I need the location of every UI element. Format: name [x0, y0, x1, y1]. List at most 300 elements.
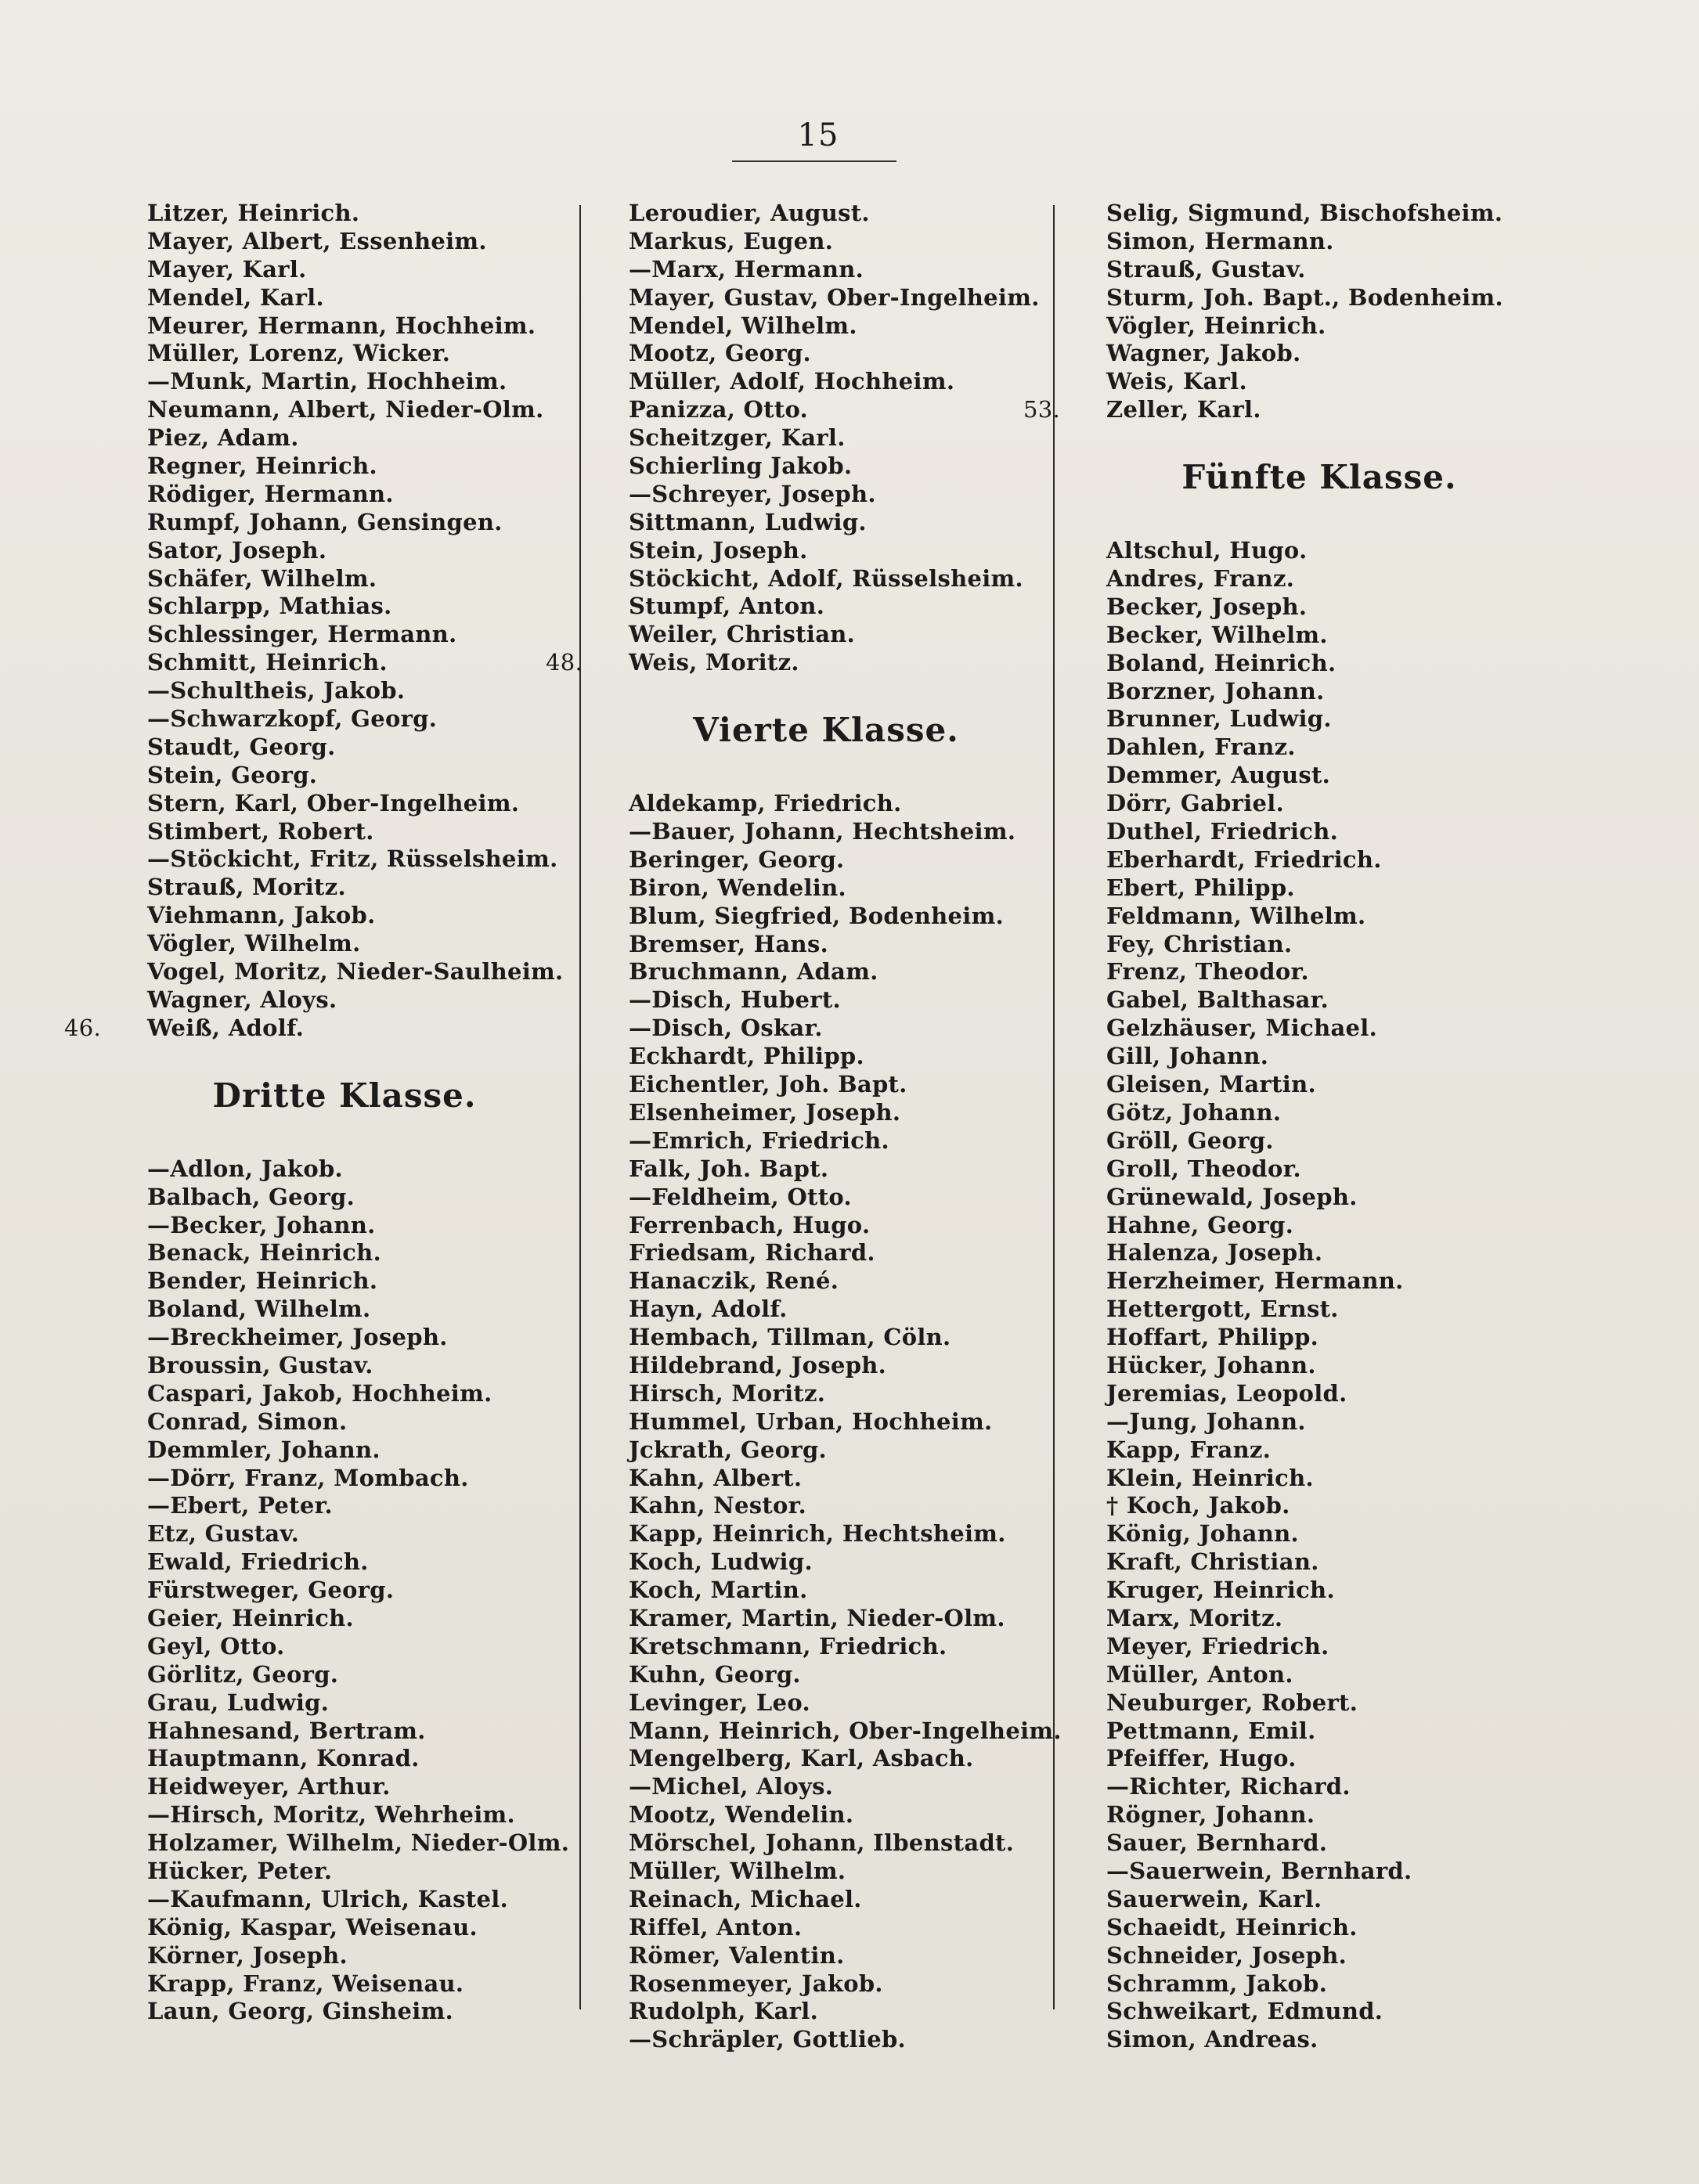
entry-name: Körner, Joseph. — [147, 1941, 348, 1969]
entry-name: Andres, Franz. — [1106, 565, 1295, 593]
column-3 — [1023, 200, 1554, 2054]
entry-name: —Hirsch, Moritz, Wehrheim. — [147, 1801, 515, 1829]
list-item — [607, 1745, 1045, 1773]
entry-name: Pettmann, Emil. — [1106, 1717, 1316, 1744]
list-item — [1084, 622, 1554, 650]
list-item — [1084, 340, 1554, 368]
list-item — [607, 1324, 1045, 1352]
list-item — [1084, 1520, 1554, 1548]
entry-name: Bender, Heinrich. — [147, 1267, 378, 1295]
list-item — [1084, 903, 1554, 931]
entry-name: Pfeiffer, Hugo. — [1106, 1745, 1297, 1772]
entry-name: Grünewald, Joseph. — [1106, 1183, 1358, 1210]
entry-name: Staudt, Georg. — [147, 733, 336, 760]
entry-name: Stein, Georg. — [147, 761, 318, 788]
entry-name: Etz, Gustav. — [147, 1520, 300, 1548]
entry-name: Litzer, Heinrich. — [147, 200, 360, 226]
list-item — [607, 1015, 1045, 1043]
entry-name: Schramm, Jakob. — [1106, 1970, 1328, 1997]
list-item — [125, 396, 564, 424]
list-item — [125, 1548, 564, 1577]
entry-name: Weis, Moritz. — [629, 649, 799, 676]
list-item — [125, 1829, 570, 1858]
list-item — [607, 424, 1045, 452]
list-item — [607, 1071, 1045, 1099]
entry-name: Kuhn, Georg. — [629, 1660, 801, 1688]
entry-name: Weiß, Adolf. — [147, 1014, 305, 1041]
entry-name: —Schräpler, Gottlieb. — [629, 2026, 906, 2053]
entry-name: Mendel, Karl. — [147, 283, 324, 311]
entry-name: Laun, Georg, Ginsheim. — [147, 1998, 453, 2025]
list-item — [125, 705, 564, 733]
list-item — [1084, 1492, 1554, 1520]
list-item — [1084, 1267, 1554, 1296]
entry-name: Herzheimer, Hermann. — [1106, 1267, 1404, 1295]
list-item — [64, 1014, 564, 1043]
entry-name: Schweikart, Edmund. — [1106, 1998, 1383, 2025]
entry-name: Koch, Martin. — [629, 1577, 808, 1604]
list-item — [125, 874, 564, 902]
entry-name: Fey, Christian. — [1106, 930, 1293, 957]
entry-name: Stern, Karl, Ober-Ingelheim. — [147, 789, 520, 816]
list-item — [607, 593, 1045, 621]
list-item — [607, 1717, 1062, 1746]
list-item — [1084, 1914, 1554, 1942]
list-item — [125, 1801, 564, 1829]
entry-name: Eichentler, Joh. Bapt. — [629, 1071, 907, 1098]
name-list — [64, 200, 564, 1043]
column-divider — [579, 205, 581, 2009]
entry-name: Hauptmann, Konrad. — [147, 1745, 420, 1772]
entry-name: Marx, Moritz. — [1106, 1604, 1283, 1631]
list-item — [1084, 368, 1554, 396]
entry-name: —Richter, Richard. — [1106, 1773, 1351, 1800]
entry-name: Krapp, Franz, Weisenau. — [147, 1970, 464, 1997]
entry-name: Frenz, Theodor. — [1106, 958, 1309, 986]
list-item — [1084, 1296, 1554, 1324]
list-item — [125, 1520, 564, 1548]
entry-name: Ferrenbach, Hugo. — [629, 1211, 871, 1238]
entry-name: Rudolph, Karl. — [629, 1998, 818, 2025]
name-list — [1023, 200, 1554, 424]
list-item — [607, 1548, 1045, 1577]
list-item — [125, 1465, 564, 1493]
list-item — [607, 958, 1045, 986]
list-item — [607, 1436, 1045, 1465]
entry-name: Mayer, Albert, Essenheim. — [147, 227, 487, 254]
list-item — [607, 903, 1045, 931]
list-item — [607, 200, 1045, 228]
list-item — [607, 1942, 1045, 1970]
list-item — [1084, 650, 1554, 678]
list-item — [125, 509, 564, 537]
list-item — [607, 1858, 1045, 1886]
entry-name: Blum, Siegfried, Bodenheim. — [629, 902, 1004, 929]
list-item — [607, 340, 1045, 368]
entry-name: Gabel, Balthasar. — [1106, 986, 1329, 1014]
list-item — [125, 845, 564, 874]
entry-name: Wagner, Jakob. — [1106, 340, 1301, 367]
entry-name: Vögler, Heinrich. — [1106, 312, 1326, 339]
entry-name: Bremser, Hans. — [629, 930, 828, 957]
entry-name: Mörschel, Johann, Ilbenstadt. — [629, 1829, 1015, 1857]
entry-name: —Schultheis, Jakob. — [147, 677, 406, 705]
entry-name: Wagner, Aloys. — [147, 986, 337, 1013]
list-item — [1084, 312, 1554, 341]
entry-name: Hettergott, Ernst. — [1106, 1296, 1339, 1323]
entry-name: Demmer, August. — [1106, 762, 1331, 789]
list-item — [607, 2026, 1045, 2054]
entry-name: Duthel, Friedrich. — [1106, 818, 1339, 845]
list-item — [607, 312, 1045, 341]
list-item — [125, 986, 564, 1015]
entry-name: —Dörr, Franz, Mombach. — [147, 1464, 469, 1491]
entry-name: Geyl, Otto. — [147, 1632, 285, 1660]
list-item — [1023, 396, 1554, 424]
list-item — [1084, 1099, 1554, 1127]
list-item — [607, 1267, 1045, 1296]
entry-name: Hanaczik, René. — [629, 1267, 839, 1295]
list-item — [125, 1773, 564, 1801]
entry-name: Becker, Joseph. — [1106, 593, 1308, 620]
entry-name: Römer, Valentin. — [629, 1941, 845, 1969]
entry-name: —Jung, Johann. — [1106, 1407, 1306, 1435]
list-item — [1084, 1408, 1554, 1436]
entry-name: Meurer, Hermann, Hochheim. — [147, 312, 536, 339]
entry-name: Zeller, Karl. — [1106, 396, 1261, 423]
class-heading: Dritte Klasse. — [212, 1076, 477, 1115]
list-item — [1084, 958, 1554, 986]
entry-name: Hildebrand, Joseph. — [629, 1351, 887, 1379]
list-item — [607, 565, 1045, 593]
list-item — [607, 1801, 1045, 1829]
list-item — [125, 1184, 564, 1212]
list-item — [1084, 1577, 1554, 1605]
list-item — [125, 452, 564, 481]
entry-name: Schlessinger, Hermann. — [147, 621, 457, 648]
entry-name: Scheitzger, Karl. — [629, 424, 846, 452]
entry-name: Hahne, Georg. — [1106, 1211, 1294, 1238]
list-item — [125, 621, 564, 649]
list-item — [1084, 1689, 1554, 1717]
entry-name: Müller, Adolf, Hochheim. — [629, 368, 955, 395]
list-item — [1084, 1773, 1554, 1801]
list-item — [125, 537, 564, 565]
list-item — [125, 1212, 564, 1240]
entry-name: —Bauer, Johann, Hechtsheim. — [629, 818, 1016, 845]
list-item — [125, 1267, 564, 1296]
list-item — [607, 452, 1045, 481]
list-item — [125, 200, 564, 228]
list-item — [125, 1239, 564, 1267]
entry-name: † Koch, Jakob. — [1106, 1492, 1290, 1519]
list-item — [607, 256, 1045, 284]
entry-name: Kretschmann, Friedrich. — [629, 1632, 947, 1660]
entry-name: Borzner, Johann. — [1106, 677, 1325, 705]
entry-name: Klein, Heinrich. — [1106, 1464, 1314, 1491]
list-item — [607, 846, 1045, 874]
entry-name: Kahn, Albert. — [629, 1464, 803, 1491]
entry-name: —Becker, Johann. — [147, 1211, 376, 1238]
list-item — [1084, 931, 1554, 959]
list-item — [607, 1239, 1045, 1267]
list-item — [1084, 1661, 1554, 1689]
entry-name: Viehmann, Jakob. — [147, 902, 376, 929]
list-item — [125, 424, 564, 452]
list-item — [607, 368, 1045, 396]
entry-name: —Ebert, Peter. — [147, 1492, 333, 1519]
entry-name: Friedsam, Richard. — [629, 1239, 875, 1267]
list-item — [125, 256, 564, 284]
entry-name: Mann, Heinrich, Ober-Ingelheim. — [629, 1717, 1062, 1744]
entry-name: Hummel, Urban, Hochheim. — [629, 1407, 993, 1435]
list-item — [1084, 200, 1554, 228]
entry-name: Balbach, Georg. — [147, 1183, 355, 1210]
list-item — [1084, 1548, 1554, 1577]
list-item — [1084, 1633, 1554, 1661]
entry-name: Schaeidt, Heinrich. — [1106, 1913, 1358, 1941]
list-item — [1084, 284, 1554, 312]
list-item — [607, 1914, 1045, 1942]
entry-name: Boland, Heinrich. — [1106, 649, 1336, 676]
entry-name: Schierling Jakob. — [629, 452, 853, 480]
list-item — [1084, 1155, 1554, 1184]
list-item — [1084, 1184, 1554, 1212]
entry-name: Rumpf, Johann, Gensingen. — [147, 508, 503, 535]
list-item — [1084, 1015, 1554, 1043]
entry-name: Sator, Joseph. — [147, 536, 327, 564]
column-2 — [546, 200, 1062, 2054]
entry-name: Grau, Ludwig. — [147, 1688, 330, 1716]
list-item — [125, 1324, 564, 1352]
entry-name: Ebert, Philipp. — [1106, 874, 1295, 901]
list-item — [125, 1408, 564, 1436]
entry-name: Groll, Theodor. — [1106, 1155, 1301, 1182]
entry-name: Stöckicht, Adolf, Rüsselsheim. — [629, 564, 1023, 592]
list-item — [125, 1858, 564, 1886]
list-item — [1084, 1801, 1554, 1829]
list-item — [607, 1886, 1045, 1914]
list-item — [607, 790, 1045, 818]
entry-name: Fürstweger, Georg. — [147, 1577, 395, 1604]
entry-name: Rosenmeyer, Jakob. — [629, 1970, 883, 1997]
list-item — [607, 1998, 1045, 2026]
list-item — [1084, 1745, 1554, 1773]
list-item — [607, 1661, 1045, 1689]
list-item — [1084, 1717, 1554, 1746]
list-item — [125, 1689, 564, 1717]
entry-name: Neumann, Albert, Nieder-Olm. — [147, 396, 544, 423]
entry-name: Weis, Karl. — [1106, 368, 1247, 395]
class-heading: Fünfte Klasse. — [1181, 458, 1457, 497]
entry-name: Geier, Heinrich. — [147, 1604, 354, 1631]
list-item — [125, 649, 564, 677]
entry-name: Leroudier, August. — [629, 200, 870, 226]
list-item — [125, 368, 564, 396]
entry-name: Kapp, Franz. — [1106, 1436, 1272, 1463]
entry-name: Dörr, Gabriel. — [1106, 790, 1285, 817]
list-item — [1084, 705, 1554, 733]
list-item — [125, 1970, 564, 1998]
list-item — [125, 1914, 564, 1942]
list-item — [1084, 874, 1554, 903]
list-item — [125, 1380, 564, 1408]
entry-name: Benack, Heinrich. — [147, 1239, 381, 1267]
list-item — [125, 1745, 564, 1773]
entry-name: Panizza, Otto. — [629, 396, 809, 423]
list-item — [607, 1520, 1045, 1548]
list-item — [607, 396, 1045, 424]
entry-name: Stimbert, Robert. — [147, 817, 374, 845]
entry-name: —Marx, Hermann. — [629, 255, 864, 283]
entry-name: Kramer, Martin, Nieder-Olm. — [629, 1604, 1005, 1631]
list-item — [607, 1492, 1045, 1520]
entry-name: —Adlon, Jakob. — [147, 1155, 343, 1182]
list-item — [125, 284, 564, 312]
entry-name: —Sauerwein, Bernhard. — [1106, 1857, 1412, 1884]
entry-name: Kraft, Christian. — [1106, 1548, 1319, 1576]
entry-name: Koch, Ludwig. — [629, 1548, 813, 1576]
list-item — [607, 1970, 1045, 1998]
list-item — [1084, 1886, 1554, 1914]
list-item — [1084, 1352, 1554, 1380]
list-item — [1084, 1071, 1554, 1099]
list-item — [607, 1155, 1045, 1184]
entry-name: Strauß, Gustav. — [1106, 255, 1306, 283]
name-list — [607, 790, 1062, 2054]
list-item — [125, 1155, 564, 1184]
list-item — [607, 284, 1045, 312]
list-item — [1084, 846, 1554, 874]
entry-name: Mootz, Georg. — [629, 340, 811, 367]
entry-name: Simon, Andreas. — [1106, 2026, 1318, 2053]
list-item — [125, 677, 564, 705]
list-item — [125, 1577, 564, 1605]
entry-name: Ewald, Friedrich. — [147, 1548, 369, 1576]
list-item — [125, 1661, 564, 1689]
entry-name: Weiler, Christian. — [629, 621, 856, 648]
entry-name: Schlarpp, Mathias. — [147, 593, 392, 620]
list-item — [607, 1099, 1045, 1127]
entry-name: —Disch, Hubert. — [629, 986, 841, 1014]
list-item — [125, 593, 564, 621]
list-item — [607, 1212, 1045, 1240]
entry-name: Gröll, Georg. — [1106, 1126, 1274, 1154]
list-item — [1084, 256, 1554, 284]
entry-name: König, Kaspar, Weisenau. — [147, 1913, 478, 1941]
entry-name: Dahlen, Franz. — [1106, 733, 1296, 761]
entry-name: Elsenheimer, Joseph. — [629, 1098, 901, 1126]
list-item — [607, 818, 1045, 846]
list-item — [607, 509, 1045, 537]
list-item — [125, 565, 564, 593]
entry-name: Altschul, Hugo. — [1106, 537, 1308, 564]
list-item — [125, 1352, 564, 1380]
list-item — [607, 1577, 1045, 1605]
entry-name: Müller, Lorenz, Wicker. — [147, 340, 451, 367]
entry-name: Falk, Joh. Bapt. — [629, 1155, 829, 1182]
entry-name: —Disch, Oskar. — [629, 1015, 823, 1042]
entry-name: Sauerwein, Karl. — [1106, 1885, 1322, 1912]
list-item — [1084, 1239, 1554, 1267]
page-number: 15 — [797, 117, 839, 153]
list-item — [125, 1436, 564, 1465]
list-item — [607, 874, 1045, 903]
list-item — [125, 1998, 564, 2026]
entry-name: Eberhardt, Friedrich. — [1106, 845, 1382, 873]
entry-name: —Schwarzkopf, Georg. — [147, 705, 438, 733]
entry-name: —Michel, Aloys. — [629, 1773, 834, 1800]
list-item — [125, 1296, 564, 1324]
entry-name: Strauß, Moritz. — [147, 874, 346, 901]
entry-name: Hücker, Peter. — [147, 1857, 333, 1884]
entry-name: Biron, Wendelin. — [629, 874, 846, 901]
list-item — [607, 1408, 1045, 1436]
entry-count: 53. — [1023, 396, 1061, 423]
entry-name: Riffel, Anton. — [629, 1913, 803, 1941]
list-item — [125, 340, 564, 368]
entry-name: Jeremias, Leopold. — [1106, 1379, 1347, 1407]
list-item — [125, 1492, 564, 1520]
entry-name: —Breckheimer, Joseph. — [147, 1324, 448, 1351]
list-item — [607, 1352, 1045, 1380]
entry-name: Müller, Anton. — [1106, 1660, 1293, 1688]
list-item — [607, 1633, 1045, 1661]
list-item — [607, 1380, 1045, 1408]
entry-name: Müller, Wilhelm. — [629, 1857, 846, 1884]
entry-name: Levinger, Leo. — [629, 1688, 810, 1716]
entry-name: Broussin, Gustav. — [147, 1351, 373, 1379]
entry-name: Simon, Hermann. — [1106, 227, 1334, 254]
entry-name: Conrad, Simon. — [147, 1407, 348, 1435]
entry-name: Stumpf, Anton. — [629, 593, 825, 620]
list-item — [1084, 228, 1554, 256]
entry-name: Kapp, Heinrich, Hechtsheim. — [629, 1520, 1006, 1548]
list-item — [1084, 1043, 1554, 1071]
list-item — [125, 1942, 564, 1970]
entry-count: 46. — [64, 1014, 102, 1041]
list-item — [125, 902, 564, 930]
list-item — [607, 931, 1045, 959]
name-list — [546, 200, 1045, 677]
entry-name: —Emrich, Friedrich. — [629, 1126, 889, 1154]
entry-name: Eckhardt, Philipp. — [629, 1043, 864, 1070]
list-item — [125, 1633, 564, 1661]
list-item — [125, 1717, 564, 1746]
entry-name: Gleisen, Martin. — [1106, 1071, 1316, 1098]
entry-name: Regner, Heinrich. — [147, 452, 377, 480]
list-item — [607, 537, 1045, 565]
list-item — [607, 1127, 1045, 1155]
entry-name: Rögner, Johann. — [1106, 1801, 1315, 1829]
list-item — [607, 1829, 1045, 1858]
list-item — [607, 1184, 1045, 1212]
entry-name: —Schreyer, Joseph. — [629, 480, 876, 507]
entry-name: Gelzhäuser, Michael. — [1106, 1015, 1378, 1042]
list-item — [125, 762, 564, 790]
entry-name: Feldmann, Wilhelm. — [1106, 902, 1366, 929]
entry-name: Hirsch, Moritz. — [629, 1379, 826, 1407]
entry-name: —Kaufmann, Ulrich, Kastel. — [147, 1885, 509, 1912]
list-item — [1084, 1942, 1554, 1970]
name-list — [125, 1155, 570, 2027]
entry-name: Neuburger, Robert. — [1106, 1688, 1358, 1716]
list-item — [607, 1605, 1045, 1633]
entry-name: Bruchmann, Adam. — [629, 958, 878, 986]
entry-name: Boland, Wilhelm. — [147, 1296, 371, 1323]
list-item — [607, 228, 1045, 256]
entry-name: Caspari, Jakob, Hochheim. — [147, 1379, 492, 1407]
